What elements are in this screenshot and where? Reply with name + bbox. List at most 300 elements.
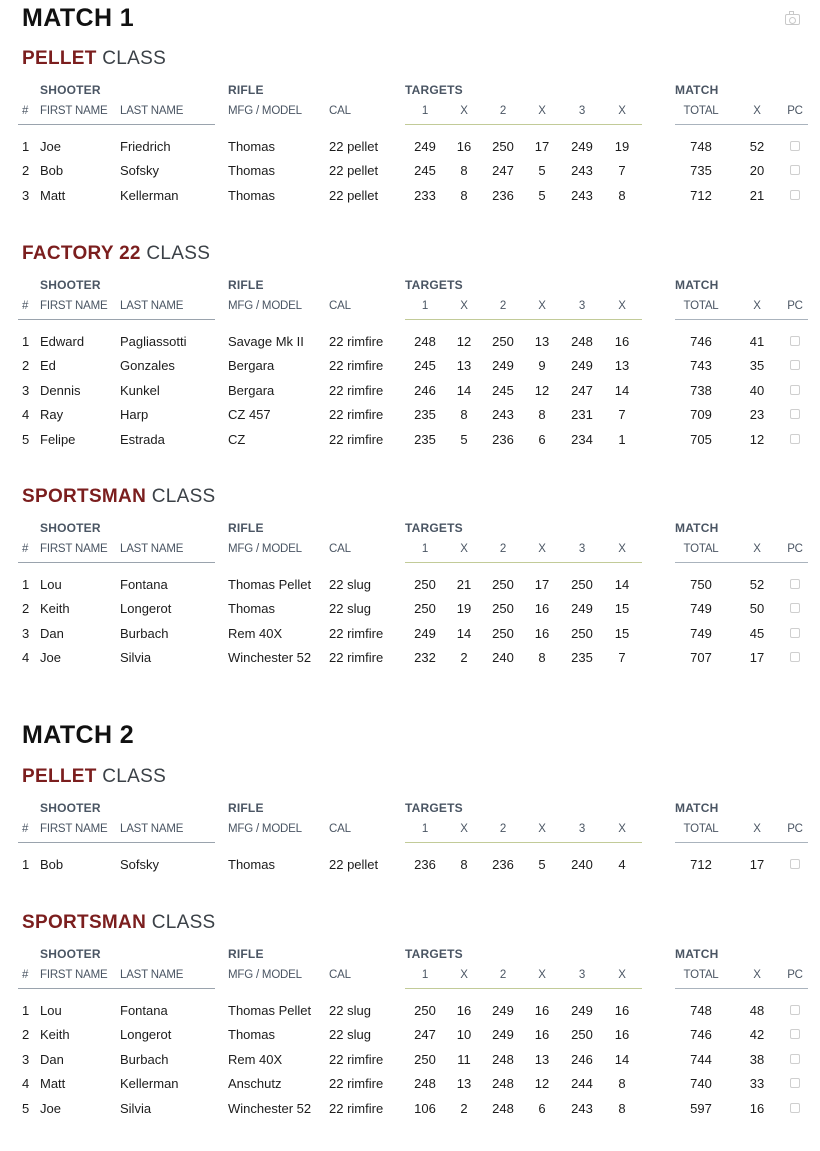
caliber-cell: 22 rimfire bbox=[329, 1100, 384, 1116]
rank-cell: 1 bbox=[22, 139, 30, 154]
rank-column-header: # bbox=[22, 823, 29, 835]
last-name-cell: Friedrich bbox=[120, 139, 171, 154]
shooter-group-header: SHOOTER bbox=[40, 947, 101, 961]
target-2-x-column-header: X bbox=[538, 105, 546, 117]
last-name-column-header: LAST NAME bbox=[120, 969, 184, 981]
target-1-x-cell: 8 bbox=[460, 187, 468, 203]
class-name: PELLET bbox=[22, 766, 97, 787]
match-total-cell: 709 bbox=[690, 407, 712, 423]
rank-cell: 4 bbox=[22, 650, 30, 666]
header-divider bbox=[675, 124, 808, 125]
first-name-cell: Bob bbox=[40, 857, 64, 872]
target-1-x-cell: 11 bbox=[457, 1051, 471, 1067]
target-2-cell: 245 bbox=[492, 382, 514, 398]
target-1-x-cell: 14 bbox=[456, 382, 472, 398]
caliber-cell: 22 pellet bbox=[329, 187, 379, 203]
match-total-column-header: TOTAL bbox=[683, 543, 719, 555]
target-2-x-cell: 5 bbox=[538, 163, 546, 179]
target-2-x-cell: 6 bbox=[538, 431, 546, 447]
target-1-x-cell: 2 bbox=[460, 650, 468, 666]
target-2-x-cell: 13 bbox=[534, 334, 550, 349]
target-1-cell: 106 bbox=[414, 1100, 436, 1116]
target-3-cell: 243 bbox=[571, 163, 593, 179]
match-total-cell: 738 bbox=[690, 382, 712, 398]
target-1-cell: 250 bbox=[414, 1003, 436, 1018]
table-row bbox=[0, 432, 820, 452]
pc-column-header: PC bbox=[787, 300, 803, 312]
caliber-column-header: CAL bbox=[329, 969, 351, 981]
targets-group-header: TARGETS bbox=[405, 83, 463, 97]
caliber-cell: 22 rimfire bbox=[329, 407, 384, 423]
match-x-cell: 41 bbox=[749, 334, 765, 349]
match-title: MATCH 1 bbox=[22, 4, 135, 32]
rank-column-header: # bbox=[22, 105, 29, 117]
table-row bbox=[0, 188, 820, 208]
caliber-cell: 22 pellet bbox=[329, 139, 379, 154]
pc-checkbox[interactable] bbox=[790, 579, 800, 589]
last-name-cell: Longerot bbox=[120, 1027, 172, 1043]
target-1-x-cell: 10 bbox=[456, 1027, 472, 1043]
target-1-x-cell: 21 bbox=[456, 577, 472, 592]
class-title bbox=[22, 487, 216, 506]
mfg-model-cell: Thomas bbox=[228, 163, 275, 179]
target-2-cell: 247 bbox=[492, 163, 514, 179]
target-2-x-cell: 5 bbox=[538, 857, 546, 872]
camera-icon[interactable] bbox=[785, 14, 800, 25]
pc-column-header: PC bbox=[787, 105, 803, 117]
match-x-cell: 42 bbox=[749, 1027, 765, 1043]
pc-column-header: PC bbox=[787, 823, 803, 835]
rank-cell: 1 bbox=[22, 334, 30, 349]
table-row bbox=[0, 650, 820, 670]
first-name-cell: Matt bbox=[40, 187, 66, 203]
target-3-x-column-header: X bbox=[618, 543, 626, 555]
target-1-x-column-header: X bbox=[460, 543, 468, 555]
target-3-column-header: 3 bbox=[578, 105, 586, 117]
first-name-cell: Felipe bbox=[40, 431, 76, 447]
target-1-x-cell: 13 bbox=[456, 358, 472, 374]
first-name-cell: Keith bbox=[40, 601, 70, 617]
class-title bbox=[22, 767, 166, 786]
match-total-cell: 597 bbox=[690, 1100, 712, 1116]
mfg-model-column-header: MFG / MODEL bbox=[228, 300, 302, 312]
match-total-column-header: TOTAL bbox=[683, 105, 719, 117]
mfg-model-cell: Bergara bbox=[228, 358, 275, 374]
target-1-x-cell: 8 bbox=[460, 407, 468, 423]
match-group-header: MATCH bbox=[675, 278, 719, 292]
last-name-cell: Fontana bbox=[120, 1003, 168, 1018]
target-1-x-column-header: X bbox=[460, 105, 468, 117]
table-row bbox=[0, 1003, 820, 1023]
rank-cell: 2 bbox=[22, 358, 30, 374]
last-name-cell: Burbach bbox=[120, 625, 169, 641]
class-name: FACTORY 22 bbox=[22, 243, 141, 264]
caliber-column-header: CAL bbox=[329, 105, 351, 117]
pc-checkbox[interactable] bbox=[790, 1078, 800, 1088]
target-1-x-cell: 8 bbox=[460, 163, 468, 179]
header-divider bbox=[405, 124, 642, 125]
rank-cell: 3 bbox=[22, 187, 30, 203]
target-2-x-cell: 8 bbox=[538, 407, 546, 423]
target-2-cell: 236 bbox=[492, 431, 514, 447]
target-3-x-cell: 7 bbox=[618, 407, 626, 423]
table-row bbox=[0, 1027, 820, 1047]
first-name-column-header: FIRST NAME bbox=[40, 823, 108, 835]
target-3-x-column-header: X bbox=[618, 969, 626, 981]
caliber-cell: 22 slug bbox=[329, 601, 371, 617]
match-total-cell: 712 bbox=[690, 857, 712, 872]
target-2-x-cell: 13 bbox=[534, 1051, 550, 1067]
first-name-cell: Dan bbox=[40, 1051, 64, 1067]
rank-cell: 5 bbox=[22, 1100, 30, 1116]
pc-checkbox[interactable] bbox=[790, 1005, 800, 1015]
class-name: SPORTSMAN bbox=[22, 912, 147, 933]
last-name-cell: Kellerman bbox=[120, 187, 179, 203]
header-divider bbox=[405, 319, 642, 320]
header-divider bbox=[18, 988, 215, 989]
target-2-cell: 250 bbox=[492, 601, 514, 617]
target-3-x-column-header: X bbox=[618, 105, 626, 117]
shooter-group-header: SHOOTER bbox=[40, 83, 101, 97]
first-name-cell: Lou bbox=[40, 1003, 62, 1018]
target-3-cell: 234 bbox=[571, 431, 593, 447]
match-total-cell: 705 bbox=[690, 431, 712, 447]
target-1-x-column-header: X bbox=[460, 300, 468, 312]
pc-checkbox[interactable] bbox=[790, 336, 800, 346]
caliber-cell: 22 slug bbox=[329, 577, 371, 592]
target-3-x-cell: 15 bbox=[614, 625, 630, 641]
header-divider bbox=[405, 988, 642, 989]
match-group-header: MATCH bbox=[675, 521, 719, 535]
target-2-cell: 250 bbox=[492, 577, 514, 592]
match-total-cell: 746 bbox=[690, 1027, 712, 1043]
last-name-cell: Fontana bbox=[120, 577, 168, 592]
pc-checkbox[interactable] bbox=[790, 190, 800, 200]
target-2-x-cell: 16 bbox=[534, 1027, 550, 1043]
header-divider bbox=[405, 562, 642, 563]
first-name-cell: Matt bbox=[40, 1076, 66, 1092]
last-name-cell: Pagliassotti bbox=[120, 334, 187, 349]
target-1-column-header: 1 bbox=[421, 969, 429, 981]
target-1-x-cell: 19 bbox=[456, 601, 472, 617]
target-3-cell: 250 bbox=[571, 577, 593, 592]
target-1-cell: 249 bbox=[414, 139, 436, 154]
match-total-column-header: TOTAL bbox=[683, 823, 719, 835]
target-3-cell: 247 bbox=[571, 382, 593, 398]
mfg-model-cell: Savage Mk II bbox=[228, 334, 304, 349]
first-name-cell: Ed bbox=[40, 358, 56, 374]
target-3-cell: 244 bbox=[571, 1076, 593, 1092]
pc-checkbox[interactable] bbox=[790, 1054, 800, 1064]
match-x-cell: 17 bbox=[749, 857, 765, 872]
target-1-x-cell: 5 bbox=[460, 431, 468, 447]
target-3-x-cell: 15 bbox=[614, 601, 630, 617]
target-3-cell: 243 bbox=[571, 187, 593, 203]
target-1-cell: 235 bbox=[414, 431, 436, 447]
targets-group-header: TARGETS bbox=[405, 801, 463, 815]
match-group-header: MATCH bbox=[675, 83, 719, 97]
caliber-cell: 22 rimfire bbox=[329, 1076, 384, 1092]
rank-cell: 2 bbox=[22, 1027, 30, 1043]
rank-cell: 3 bbox=[22, 625, 30, 641]
first-name-cell: Joe bbox=[40, 650, 61, 666]
target-2-x-cell: 5 bbox=[538, 187, 546, 203]
target-2-column-header: 2 bbox=[499, 105, 507, 117]
caliber-column-header: CAL bbox=[329, 300, 351, 312]
pc-checkbox[interactable] bbox=[790, 1103, 800, 1113]
mfg-model-cell: Thomas bbox=[228, 187, 275, 203]
target-3-cell: 250 bbox=[571, 1027, 593, 1043]
targets-group-header: TARGETS bbox=[405, 521, 463, 535]
rank-cell: 4 bbox=[22, 1076, 30, 1092]
mfg-model-cell: Thomas bbox=[228, 601, 275, 617]
target-3-x-cell: 16 bbox=[614, 1027, 630, 1043]
target-1-column-header: 1 bbox=[421, 823, 429, 835]
last-name-cell: Burbach bbox=[120, 1051, 169, 1067]
shooter-group-header: SHOOTER bbox=[40, 278, 101, 292]
mfg-model-column-header: MFG / MODEL bbox=[228, 543, 302, 555]
rank-cell: 1 bbox=[22, 857, 30, 872]
rifle-group-header: RIFLE bbox=[228, 83, 264, 97]
targets-group-header: TARGETS bbox=[405, 278, 463, 292]
target-2-cell: 249 bbox=[492, 358, 514, 374]
target-2-cell: 248 bbox=[492, 1051, 514, 1067]
pc-checkbox[interactable] bbox=[790, 385, 800, 395]
target-3-x-cell: 14 bbox=[614, 1051, 630, 1067]
target-1-column-header: 1 bbox=[421, 105, 429, 117]
target-3-cell: 243 bbox=[571, 1100, 593, 1116]
target-1-cell: 249 bbox=[414, 625, 436, 641]
match-x-cell: 21 bbox=[749, 187, 765, 203]
target-1-x-cell: 13 bbox=[456, 1076, 472, 1092]
target-1-cell: 250 bbox=[414, 1051, 436, 1067]
pc-column-header: PC bbox=[787, 543, 803, 555]
pc-checkbox[interactable] bbox=[790, 409, 800, 419]
table-row bbox=[0, 407, 820, 427]
target-1-x-cell: 14 bbox=[456, 625, 472, 641]
target-2-cell: 250 bbox=[492, 334, 514, 349]
table-row bbox=[0, 358, 820, 378]
last-name-column-header: LAST NAME bbox=[120, 543, 184, 555]
header-divider bbox=[18, 842, 215, 843]
header-divider bbox=[18, 124, 215, 125]
pc-checkbox[interactable] bbox=[790, 165, 800, 175]
target-3-x-cell: 1 bbox=[618, 431, 626, 447]
class-word: CLASS bbox=[146, 243, 211, 264]
mfg-model-cell: Thomas bbox=[228, 1027, 275, 1043]
target-2-x-cell: 17 bbox=[534, 139, 550, 154]
match-x-column-header: X bbox=[753, 105, 761, 117]
first-name-cell: Joe bbox=[40, 1100, 61, 1116]
caliber-cell: 22 pellet bbox=[329, 163, 379, 179]
target-3-x-cell: 8 bbox=[618, 187, 626, 203]
pc-column-header: PC bbox=[787, 969, 803, 981]
match-x-cell: 33 bbox=[749, 1076, 765, 1092]
caliber-cell: 22 rimfire bbox=[329, 382, 384, 398]
header-divider bbox=[18, 562, 215, 563]
rank-column-header: # bbox=[22, 969, 29, 981]
target-2-cell: 249 bbox=[492, 1027, 514, 1043]
table-row bbox=[0, 857, 820, 877]
class-name: PELLET bbox=[22, 48, 97, 69]
match-total-cell: 735 bbox=[690, 163, 712, 179]
rank-cell: 1 bbox=[22, 577, 30, 592]
targets-group-header: TARGETS bbox=[405, 947, 463, 961]
match-x-cell: 12 bbox=[749, 431, 765, 447]
target-2-x-column-header: X bbox=[538, 300, 546, 312]
caliber-cell: 22 rimfire bbox=[329, 625, 384, 641]
match-total-cell: 743 bbox=[690, 358, 712, 374]
target-3-cell: 235 bbox=[571, 650, 593, 666]
match-total-column-header: TOTAL bbox=[683, 969, 719, 981]
first-name-cell: Keith bbox=[40, 1027, 70, 1043]
target-2-x-cell: 16 bbox=[534, 1003, 550, 1018]
caliber-cell: 22 rimfire bbox=[329, 334, 384, 349]
target-1-cell: 248 bbox=[414, 334, 436, 349]
class-word: CLASS bbox=[102, 766, 167, 787]
last-name-cell: Gonzales bbox=[120, 358, 175, 374]
caliber-cell: 22 rimfire bbox=[329, 650, 384, 666]
header-divider bbox=[675, 562, 808, 563]
caliber-cell: 22 rimfire bbox=[329, 358, 384, 374]
pc-checkbox[interactable] bbox=[790, 434, 800, 444]
match-x-cell: 48 bbox=[749, 1003, 765, 1018]
pc-checkbox[interactable] bbox=[790, 603, 800, 613]
target-2-cell: 250 bbox=[492, 139, 514, 154]
match-x-column-header: X bbox=[753, 969, 761, 981]
rank-cell: 2 bbox=[22, 163, 30, 179]
target-1-x-cell: 16 bbox=[456, 1003, 472, 1018]
target-2-column-header: 2 bbox=[499, 300, 507, 312]
match-total-cell: 749 bbox=[690, 601, 712, 617]
pc-checkbox[interactable] bbox=[790, 628, 800, 638]
target-3-x-cell: 8 bbox=[618, 1076, 626, 1092]
rifle-group-header: RIFLE bbox=[228, 521, 264, 535]
target-2-x-cell: 16 bbox=[534, 625, 550, 641]
caliber-column-header: CAL bbox=[329, 543, 351, 555]
last-name-cell: Harp bbox=[120, 407, 149, 423]
target-1-cell: 233 bbox=[414, 187, 436, 203]
rank-column-header: # bbox=[22, 300, 29, 312]
rank-cell: 3 bbox=[22, 1051, 30, 1067]
target-1-cell: 236 bbox=[414, 857, 436, 872]
first-name-cell: Dennis bbox=[40, 382, 81, 398]
caliber-cell: 22 pellet bbox=[329, 857, 379, 872]
mfg-model-column-header: MFG / MODEL bbox=[228, 105, 302, 117]
table-row bbox=[0, 163, 820, 183]
target-3-x-cell: 4 bbox=[618, 857, 626, 872]
first-name-cell: Dan bbox=[40, 625, 64, 641]
target-3-cell: 250 bbox=[571, 625, 593, 641]
target-3-cell: 249 bbox=[571, 358, 593, 374]
match-x-cell: 17 bbox=[749, 650, 765, 666]
rifle-group-header: RIFLE bbox=[228, 947, 264, 961]
rank-cell: 1 bbox=[22, 1003, 30, 1018]
first-name-column-header: FIRST NAME bbox=[40, 543, 108, 555]
target-2-cell: 248 bbox=[492, 1076, 514, 1092]
target-2-column-header: 2 bbox=[499, 543, 507, 555]
class-word: CLASS bbox=[151, 912, 216, 933]
target-3-x-cell: 14 bbox=[614, 382, 630, 398]
pc-checkbox[interactable] bbox=[790, 1029, 800, 1039]
target-1-x-cell: 8 bbox=[460, 857, 468, 872]
class-name: SPORTSMAN bbox=[22, 486, 147, 507]
match-total-cell: 712 bbox=[690, 187, 712, 203]
pc-checkbox[interactable] bbox=[790, 141, 800, 151]
pc-checkbox[interactable] bbox=[790, 652, 800, 662]
target-2-cell: 236 bbox=[492, 187, 514, 203]
target-3-x-cell: 8 bbox=[618, 1100, 626, 1116]
target-3-cell: 231 bbox=[571, 407, 593, 423]
match-x-cell: 40 bbox=[749, 382, 765, 398]
header-divider bbox=[675, 842, 808, 843]
last-name-column-header: LAST NAME bbox=[120, 823, 184, 835]
match-x-cell: 52 bbox=[749, 577, 765, 592]
target-1-cell: 246 bbox=[414, 382, 436, 398]
target-2-x-cell: 8 bbox=[538, 650, 546, 666]
first-name-column-header: FIRST NAME bbox=[40, 300, 108, 312]
target-2-cell: 240 bbox=[492, 650, 514, 666]
match-x-column-header: X bbox=[753, 300, 761, 312]
table-row bbox=[0, 577, 820, 597]
rank-column-header: # bbox=[22, 543, 29, 555]
mfg-model-cell: Thomas Pellet bbox=[228, 1003, 312, 1018]
target-3-column-header: 3 bbox=[578, 969, 586, 981]
target-1-cell: 245 bbox=[414, 358, 436, 374]
match-x-column-header: X bbox=[753, 543, 761, 555]
match-x-column-header: X bbox=[753, 823, 761, 835]
target-1-x-column-header: X bbox=[460, 823, 468, 835]
table-row bbox=[0, 1101, 820, 1121]
target-3-cell: 249 bbox=[571, 139, 593, 154]
class-title bbox=[22, 49, 166, 68]
table-row bbox=[0, 334, 820, 354]
match-total-cell: 748 bbox=[690, 139, 712, 154]
match-total-cell: 749 bbox=[690, 625, 712, 641]
target-1-cell: 248 bbox=[414, 1076, 436, 1092]
target-2-x-cell: 16 bbox=[534, 601, 550, 617]
match-x-cell: 38 bbox=[749, 1051, 765, 1067]
header-divider bbox=[675, 988, 808, 989]
target-2-cell: 249 bbox=[492, 1003, 514, 1018]
match-total-cell: 746 bbox=[690, 334, 712, 349]
target-2-column-header: 2 bbox=[499, 823, 507, 835]
shooter-group-header: SHOOTER bbox=[40, 801, 101, 815]
mfg-model-cell: Winchester 52 bbox=[228, 1100, 312, 1116]
target-1-cell: 250 bbox=[414, 601, 436, 617]
target-3-cell: 240 bbox=[571, 857, 593, 872]
caliber-cell: 22 slug bbox=[329, 1003, 371, 1018]
match-x-cell: 23 bbox=[749, 407, 765, 423]
match-total-cell: 748 bbox=[690, 1003, 712, 1018]
rifle-group-header: RIFLE bbox=[228, 801, 264, 815]
table-row bbox=[0, 1076, 820, 1096]
target-2-cell: 248 bbox=[492, 1100, 514, 1116]
target-3-x-cell: 7 bbox=[618, 163, 626, 179]
table-row bbox=[0, 139, 820, 159]
pc-checkbox[interactable] bbox=[790, 360, 800, 370]
pc-checkbox[interactable] bbox=[790, 859, 800, 869]
shooter-group-header: SHOOTER bbox=[40, 521, 101, 535]
target-1-x-column-header: X bbox=[460, 969, 468, 981]
last-name-cell: Sofsky bbox=[120, 857, 160, 872]
match-total-cell: 740 bbox=[690, 1076, 712, 1092]
target-3-x-cell: 16 bbox=[614, 334, 630, 349]
target-2-x-cell: 12 bbox=[534, 1076, 550, 1092]
target-2-cell: 243 bbox=[492, 407, 514, 423]
target-3-x-cell: 14 bbox=[614, 577, 630, 592]
target-2-x-column-header: X bbox=[538, 543, 546, 555]
